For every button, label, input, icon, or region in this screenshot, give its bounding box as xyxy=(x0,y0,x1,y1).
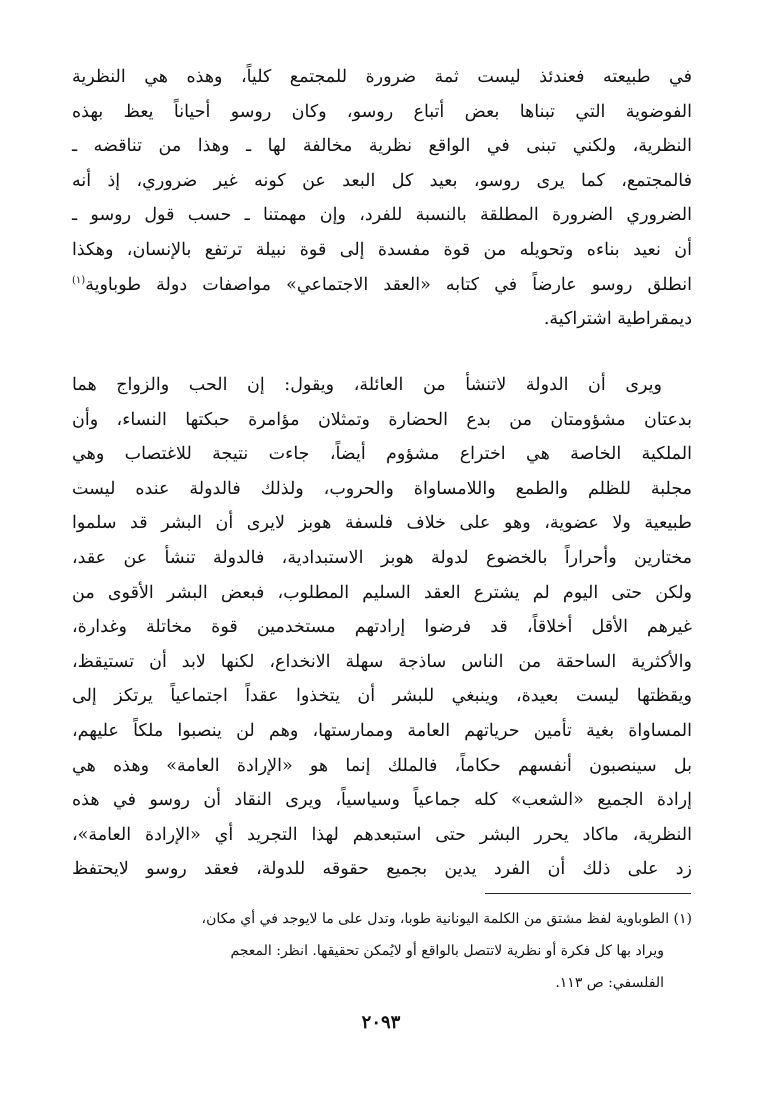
text-line: ديمقراطية اشتراكية. xyxy=(543,309,692,330)
footnote-marker[interactable]: (١) xyxy=(72,274,86,286)
text-line: مختارين وأحراراً بالخضوع لدولة هوبز الاستبدادية، فالدولة تنشأ عن عقد، xyxy=(72,547,692,568)
text-line: في طبيعته فعندئذ ليست ثمة ضرورة للمجتمع كلياً، وهذه هي النظرية xyxy=(72,67,692,87)
text-line: غيرهم الأقل أخلاقاً، قد فرضوا إرادتهم مستخدمين قوة مخاتلة وغدارة، xyxy=(72,617,692,638)
text-line: ويقظتها ليست بعيدة، وينبغي للبشر أن يتخذوا عقداً اجتماعياً يرتكز إلى xyxy=(72,686,692,707)
text-line: مجلبة للظلم والطمع واللامساواة والحروب، ولذلك فالدولة عنده ليست xyxy=(72,478,692,499)
paragraph-2 xyxy=(72,368,692,887)
footnote xyxy=(72,903,692,999)
text-line-content: انطلق روسو عارضاً في كتابه «العقد الاجتماعي» مواصفات دولة طوباوية xyxy=(85,274,692,295)
text-line: الفوضوية التي تبناها بعض أتباع روسو، وكان روسو أحياناً يعظ بهذه xyxy=(72,101,692,122)
page-number: ٢٠٩٣ xyxy=(361,1012,401,1033)
text-line: أن نعيد بناءه وتحويله من قوة مفسدة إلى قوة نبيلة ترتفع بالإنسان، وهكذا xyxy=(72,239,692,260)
text-line: بل سينصبون أنفسهم حكاماً، فالملك إنما هو «الإرادة العامة» وهذه هي xyxy=(72,755,692,776)
text-line xyxy=(72,268,692,303)
paragraph-1 xyxy=(72,60,692,337)
text-line: النظرية، ماكاد يحرر البشر حتى استبعدهم لهذا التجريد أي «الإرادة العامة»، xyxy=(72,824,692,845)
text-line: إرادة الجميع «الشعب» كله جماعياً وسياسياً، ويرى النقاد أن روسو في هذه xyxy=(72,790,692,811)
text-line: ولكن حتى اليوم لم يشترع العقد السليم المطلوب، فبعض البشر الأقوى من xyxy=(72,582,692,603)
footnote-divider xyxy=(485,893,691,894)
text-line: فالمجتمع، كما يرى روسو، بعيد كل البعد عن كونه غير ضروري، إذ أنه xyxy=(72,170,692,191)
footnote-line: الفلسفي: ص ١١٣. xyxy=(555,975,664,991)
text-line: والأكثرية الساحقة من الناس ساذجة سهلة الانخداع، لكنها لابد أن تستيقظ، xyxy=(72,651,692,672)
text-line: ويرى أن الدولة لاتنشأ من العائلة، ويقول: إن الحب والزواج هما xyxy=(72,375,662,395)
footnote-line: (١) الطوباوية لفظ مشتق من الكلمة اليونانية طوبا، وتدل على ما لايوجد في أي مكان، xyxy=(201,911,692,927)
text-line: النظرية، ولكني تبنى في الواقع نظرية مخالفة لها ـ وهذا من تناقضه ـ xyxy=(72,136,692,157)
text-line: الضروري الضرورة المطلقة بالنسبة للفرد، وإن مهمتنا ـ حسب قول روسو ـ xyxy=(72,205,692,226)
footnote-line: ويراد بها كل فكرة أو نظرية لاتتصل بالواقع أو لايُمكن تحقيقها. انظر: المعجم xyxy=(230,943,664,959)
text-line: زد على ذلك أن الفرد يدين بجميع حقوقه للدولة، فعقد روسو لايحتفظ xyxy=(72,859,692,880)
text-line: الملكية الخاصة هي اختراع مشؤوم أيضاً، جاءت نتيجة للاغتصاب وهي xyxy=(72,444,692,465)
text-line: المساواة بغية تأمين حرياتهم العامة وممارستها، وهم لن ينصبوا ملكاً عليهم، xyxy=(72,720,692,741)
text-line: بدعتان مشؤومتان من بدع الحضارة وتمثلان مؤامرة حبكتها النساء، وأن xyxy=(72,409,692,430)
text-line: طبيعية ولا عضوية، وهو على خلاف فلسفة هوبز لايرى أن البشر قد سلموا xyxy=(72,513,692,534)
